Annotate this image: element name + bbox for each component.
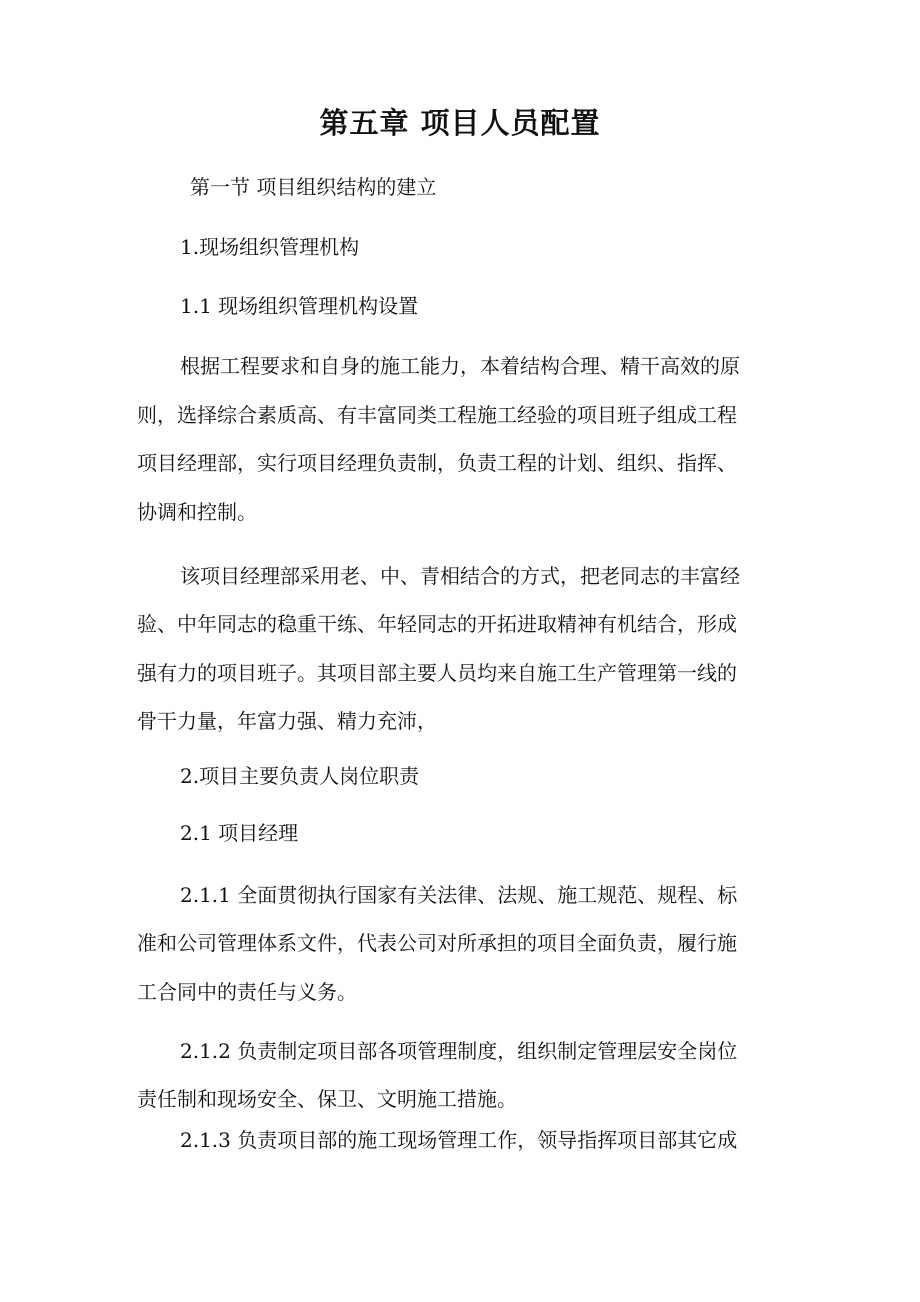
heading-2-1: 2.1 项目经理 [180, 821, 299, 845]
paragraph-line: 强有力的项目班子。其项目部主要人员均来自施工生产管理第一线的 [137, 661, 737, 685]
paragraph-line: 2.1.1 全面贯彻执行国家有关法律、法规、施工规范、规程、标 [180, 883, 738, 907]
heading-1-1: 1.1 现场组织管理机构设置 [180, 294, 419, 318]
paragraph-line: 责任制和现场安全、保卫、文明施工措施。 [137, 1087, 517, 1111]
heading-1: 1.现场组织管理机构 [180, 235, 360, 259]
paragraph-line: 该项目经理部采用老、中、青相结合的方式，把老同志的丰富经 [180, 564, 740, 588]
paragraph-line: 根据工程要求和自身的施工能力，本着结构合理、精干高效的原 [180, 354, 740, 378]
section-heading: 第一节 项目组织结构的建立 [190, 175, 437, 199]
paragraph-line: 准和公司管理体系文件，代表公司对所承担的项目全面负责，履行施 [137, 931, 737, 955]
chapter-title: 第五章 项目人员配置 [319, 106, 601, 140]
paragraph-line: 协调和控制。 [137, 500, 257, 524]
paragraph-line: 2.1.3 负责项目部的施工现场管理工作，领导指挥项目部其它成 [180, 1128, 738, 1152]
paragraph-line: 验、中年同志的稳重干练、年轻同志的开拓进取精神有机结合，形成 [137, 612, 737, 636]
heading-2: 2.项目主要负责人岗位职责 [180, 764, 420, 788]
paragraph-line: 骨干力量，年富力强、精力充沛， [137, 709, 437, 733]
paragraph-line: 则，选择综合素质高、有丰富同类工程施工经验的项目班子组成工程 [137, 403, 737, 427]
paragraph-line: 项目经理部，实行项目经理负责制，负责工程的计划、组织、指挥、 [137, 451, 737, 475]
paragraph-line: 工合同中的责任与义务。 [137, 980, 357, 1004]
paragraph-line: 2.1.2 负责制定项目部各项管理制度，组织制定管理层安全岗位 [180, 1039, 738, 1063]
